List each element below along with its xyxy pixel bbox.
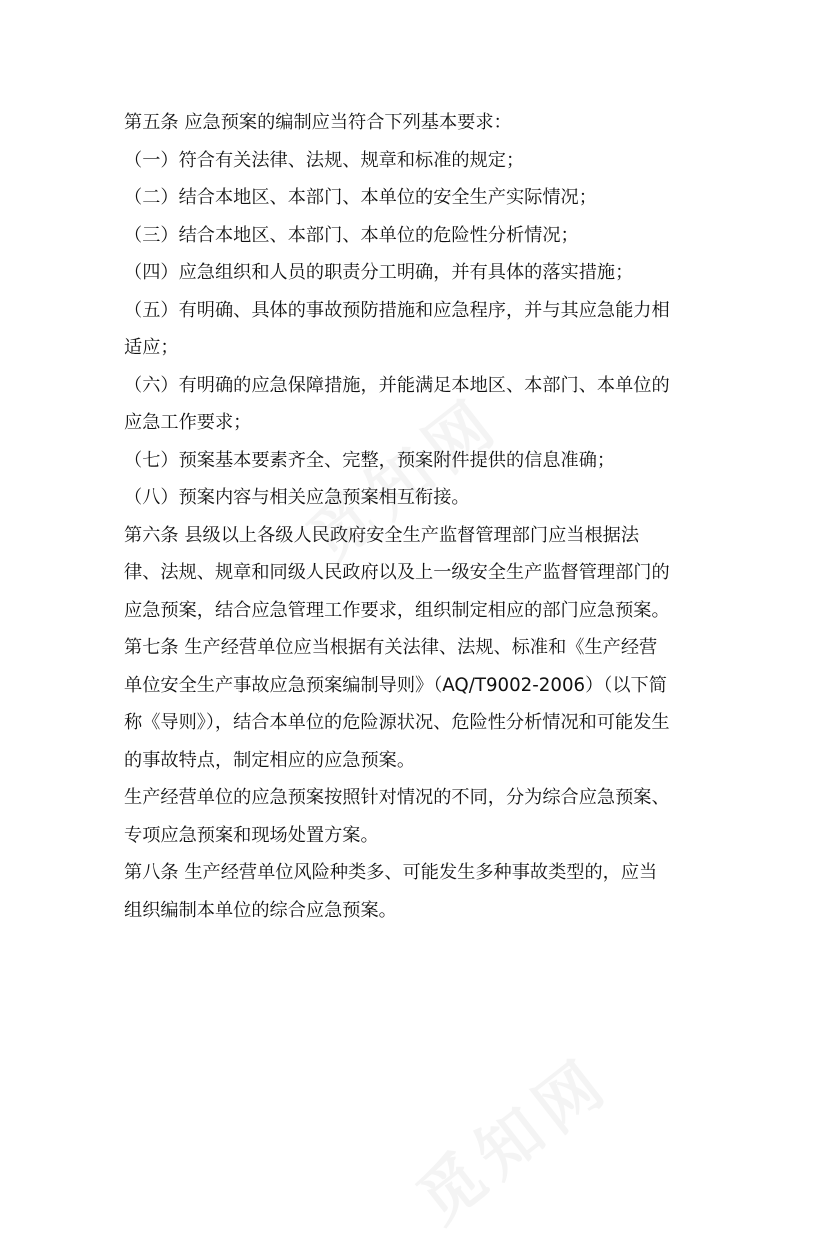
paragraph-plan-types-line-2: 专项应急预案和现场处置方案。 <box>124 824 379 846</box>
article-8-line-1: 第八条 生产经营单位风险种类多、可能发生多种事故类型的，应当 <box>124 862 658 883</box>
article-5-item-5-cont: 适应； <box>124 337 179 358</box>
article-5-item-7: （七）预案基本要素齐全、完整，预案附件提供的信息准确； <box>124 449 616 471</box>
article-8-line-2: 组织编制本单位的综合应急预案。 <box>124 899 397 921</box>
article-7-line-2: 单位安全生产事故应急预案编制导则》（AQ/T9002-2006）（以下简 <box>124 674 667 696</box>
article-6-line-3: 应急预案，结合应急管理工作要求，组织制定相应的部门应急预案。 <box>124 599 670 621</box>
article-7-line-4: 的事故特点，制定相应的应急预案。 <box>124 749 416 771</box>
article-5-item-6-cont: 应急工作要求； <box>124 412 252 433</box>
article-5-heading: 第五条 应急预案的编制应当符合下列基本要求： <box>124 112 512 133</box>
article-5-item-3: （三）结合本地区、本部门、本单位的危险性分析情况； <box>124 224 579 246</box>
article-5-item-1: （一）符合有关法律、法规、规章和标准的规定； <box>124 149 525 171</box>
article-5-item-5: （五）有明确、具体的事故预防措施和应急程序，并与其应急能力相 <box>124 299 670 321</box>
article-7-line-1: 第七条 生产经营单位应当根据有关法律、法规、标准和《生产经营 <box>124 637 658 658</box>
article-5-item-4: （四）应急组织和人员的职责分工明确，并有具体的落实措施； <box>124 262 634 283</box>
watermark <box>395 1031 627 1240</box>
article-7-line-3: 称《导则》），结合本单位的危险源状况、危险性分析情况和可能发生 <box>124 712 670 733</box>
paragraph-plan-types-line-1: 生产经营单位的应急预案按照针对情况的不同，分为综合应急预案、 <box>124 787 670 808</box>
article-6-line-1: 第六条 县级以上各级人民政府安全生产监督管理部门应当根据法 <box>124 524 640 546</box>
article-5-item-2: （二）结合本地区、本部门、本单位的安全生产实际情况； <box>124 187 597 208</box>
article-5-item-8: （八）预案内容与相关应急预案相互衔接。 <box>124 487 470 508</box>
article-6-line-2: 律、法规、规章和同级人民政府以及上一级安全生产监督管理部门的 <box>124 562 670 583</box>
article-5-item-6: （六）有明确的应急保障措施，并能满足本地区、本部门、本单位的 <box>124 374 670 396</box>
document-body <box>124 104 714 929</box>
